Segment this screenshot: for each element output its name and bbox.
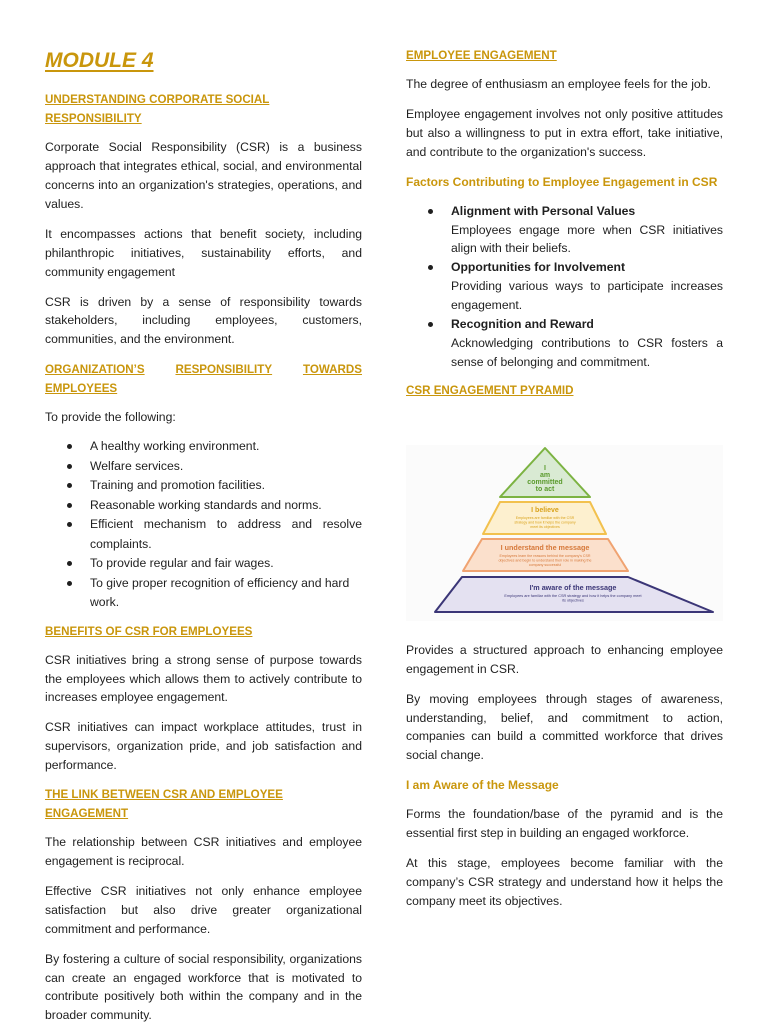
bullet-icon [67, 561, 72, 566]
provide-intro: To provide the following: [45, 410, 176, 425]
csr-engagement-pyramid [406, 445, 723, 621]
list-item [45, 437, 362, 457]
link-paragraph-1: The relationship between CSR initiatives and employee engagement is reciprocal. [45, 835, 362, 868]
heading-employee-engagement: EMPLOYEE ENGAGEMENT [406, 49, 557, 62]
heading-org-responsibility-line2: EMPLOYEES [45, 382, 118, 396]
pyramid-summary: Provides a structured approach to enhancing employee engagement in CSR. [406, 642, 723, 676]
pyramid-level-understand-desc: objectives and begin to understand their role in making the [498, 558, 592, 563]
pyramid-level-commit-label: to act [535, 485, 555, 493]
list-item-text: Reasonable working standards and norms. [90, 497, 322, 512]
bullet-icon [428, 265, 433, 270]
heading-link-csr-engagement: THE LINK BETWEEN CSR AND EMPLOYEE ENGAGEMENT [45, 788, 283, 821]
pyramid-level-understand-desc: company successful [528, 562, 562, 567]
list-item [45, 496, 362, 516]
list-item-text: Efficient mechanism to address and resolve complaints. [90, 517, 362, 551]
list-item [45, 515, 362, 554]
pyramid-level-commit-label: I [544, 464, 546, 472]
list-item-text: A healthy working environment. [90, 439, 260, 454]
bullet-icon [67, 483, 72, 488]
pyramid-level-understand-label: I understand the message [500, 542, 590, 552]
bullet-icon [67, 581, 72, 586]
list-item [45, 574, 362, 613]
bullet-icon [428, 322, 433, 327]
heading-word: RESPONSIBILITY [175, 363, 273, 377]
factors-list [406, 202, 723, 372]
pyramid-level-believe-desc: meet its objectives [530, 524, 560, 529]
aware-paragraph-2: At this stage, employees become familiar with the company’s CSR strategy and understand how it helps the company meet its objectives. [406, 856, 723, 908]
list-item-text: Training and promotion facilities. [90, 478, 265, 493]
heading-understanding-csr: UNDERSTANDING CORPORATE SOCIAL RESPONSIBILITY [45, 93, 270, 126]
factor-item [406, 258, 723, 315]
employee-provisions-list [45, 437, 362, 613]
benefits-paragraph-1: CSR initiatives bring a strong sense of purpose towards the employees which allows them to actively contribute to increases employee engagement. [45, 652, 362, 705]
bullet-icon [67, 522, 72, 527]
heading-word: ORGANIZATION’S [45, 363, 145, 377]
factor-item [406, 315, 723, 372]
link-paragraph-3: By fostering a culture of social responsibility, organizations can create an engaged workforce that is motivated to contribute positively both within the company and in the broader community. [45, 951, 362, 1023]
factor-text: Acknowledging contributions to CSR fosters a sense of belonging and commitment. [451, 335, 723, 369]
csr-actions-paragraph: It encompasses actions that benefit society, including philanthropic initiatives, sustainability efforts, and community engagement [45, 226, 362, 279]
heading-org-responsibility [45, 360, 362, 398]
heading-aware-message: I am Aware of the Message [406, 778, 559, 793]
list-item [45, 457, 362, 477]
list-item-text: Welfare services. [90, 458, 184, 473]
pyramid-level-aware-desc: Employees are familiar with the CSR strategy and how it helps the company meet [504, 593, 642, 598]
pyramid-graphic [406, 445, 723, 621]
pyramid-level-believe-label: I believe [531, 506, 559, 514]
link-paragraph-2: Effective CSR initiatives not only enhance employee satisfaction but also drive greater organizational commitment and performance. [45, 883, 362, 936]
csr-definition-paragraph: Corporate Social Responsibility (CSR) is a business approach that integrates ethical, social, and environmental concerns into an organization's strategies, operations, and values. [45, 140, 362, 211]
csr-stakeholders-paragraph: CSR is driven by a sense of responsibility towards stakeholders, including employees, customers, communities, and the environment. [45, 294, 362, 347]
list-item [45, 476, 362, 496]
pyramid-level-believe-desc: Employees are familiar with the CSR [515, 515, 575, 520]
pyramid-level-commit-label: am [539, 471, 551, 479]
heading-benefits-csr: BENEFITS OF CSR FOR EMPLOYEES [45, 624, 253, 638]
list-item [45, 554, 362, 574]
factor-title: Alignment with Personal Values [451, 203, 636, 218]
heading-pyramid: CSR ENGAGEMENT PYRAMID [406, 383, 574, 397]
pyramid-level-believe-desc: strategy and how it helps the company [514, 520, 576, 525]
factor-title: Recognition and Reward [451, 317, 594, 332]
factor-title: Opportunities for Involvement [451, 260, 626, 275]
aware-paragraph-1: Forms the foundation/base of the pyramid and is the essential first step in building an engaged workforce. [406, 807, 723, 841]
module-title: MODULE 4 [45, 49, 154, 72]
engagement-paragraph: Employee engagement involves not only positive attitudes but also a willingness to put in extra effort, take initiative, and contribute to the organization's success. [406, 106, 723, 159]
list-item-text: To give proper recognition of efficiency and hard work. [90, 575, 350, 610]
heading-factors: Factors Contributing to Employee Engagement in CSR [406, 174, 718, 189]
list-item-text: To provide regular and fair wages. [90, 556, 274, 571]
right-column [406, 0, 723, 911]
pyramid-level-aware-desc: its objectives [562, 598, 584, 603]
pyramid-stages-paragraph: By moving employees through stages of awareness, understanding, belief, and commitment to action, companies can build a committed workforce that drives social change. [406, 691, 723, 763]
left-column [45, 0, 362, 1024]
factor-text: Employees engage more when CSR initiatives align with their beliefs. [451, 222, 723, 256]
benefits-paragraph-2: CSR initiatives can impact workplace attitudes, trust in supervisors, organization pride, and job satisfaction and performance. [45, 720, 362, 773]
pyramid-level-understand-desc: Employees learn the reasons behind the company's CSR [499, 553, 591, 558]
pyramid-level-aware-label: I'm aware of the message [529, 582, 617, 592]
bullet-icon [67, 503, 72, 508]
bullet-icon [428, 209, 433, 214]
bullet-icon [67, 464, 72, 469]
bullet-icon [67, 444, 72, 449]
engagement-definition: The degree of enthusiasm an employee feels for the job. [406, 77, 711, 91]
factor-text: Providing various ways to participate increases engagement. [451, 279, 723, 313]
factor-item [406, 202, 723, 259]
heading-word: TOWARDS [302, 363, 362, 377]
heading-org-responsibility-line1 [45, 360, 362, 379]
pyramid-level-commit-label: committed [527, 478, 563, 486]
